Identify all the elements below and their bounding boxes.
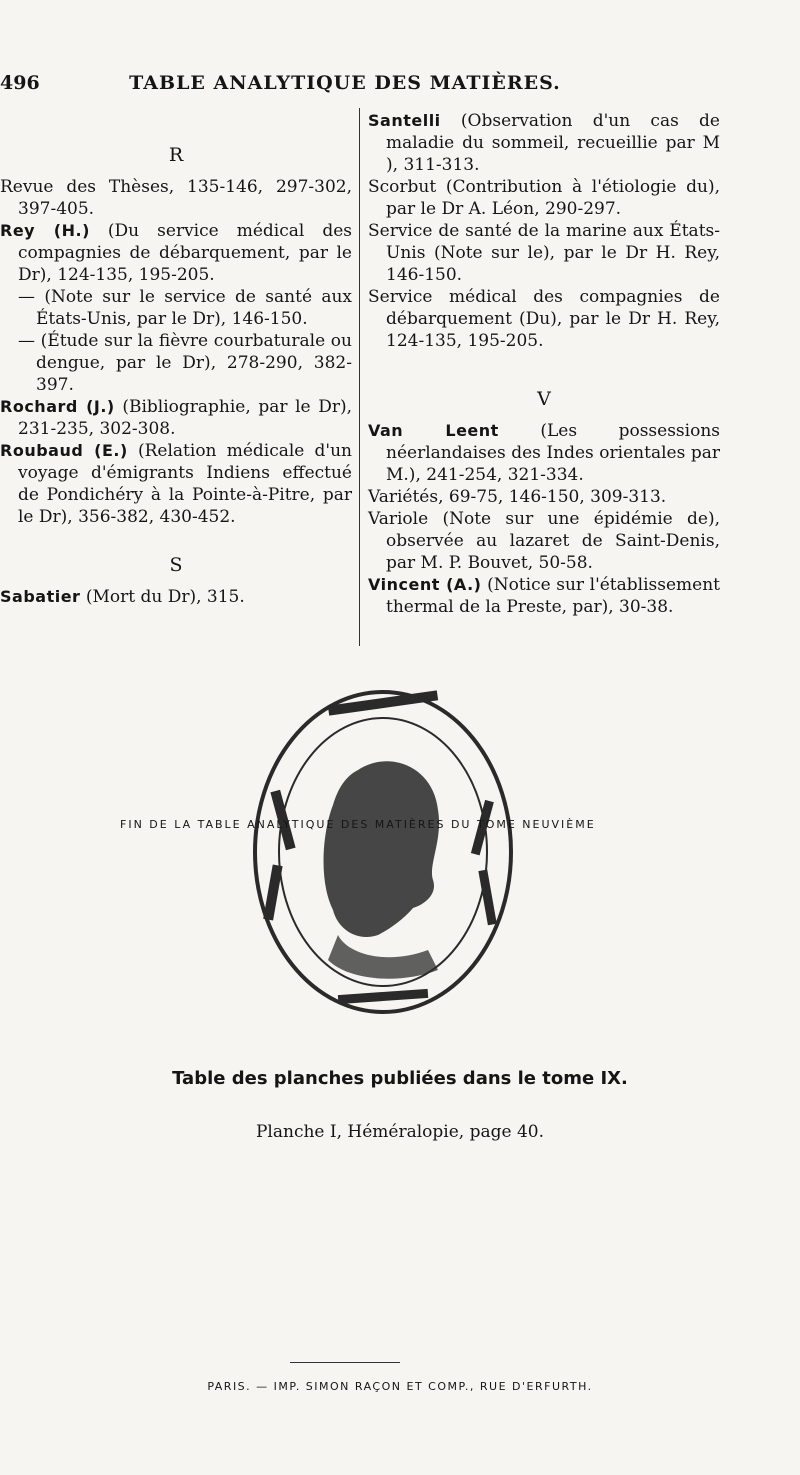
index-entry [368, 486, 720, 508]
plates-title: Table des planches publiées dans le tome IX. [172, 1068, 628, 1089]
profile-portrait-icon [324, 761, 440, 937]
entry-text: (Bibliographie, par le Dr), 231-235, 302-308. [18, 397, 352, 439]
entry-text: — (Note sur le service de santé aux États-Unis, par le Dr), 146-150. [18, 287, 352, 329]
index-entry [368, 420, 720, 486]
index-entry [0, 396, 352, 440]
divider [290, 1362, 400, 1363]
entry-name: Van Leent [368, 421, 499, 440]
index-entry [0, 586, 352, 608]
right-column [368, 110, 720, 618]
end-of-table-note: FIN DE LA TABLE ANALYTIQUE DES MATIÈRES DU TOME NEUVIÈME [120, 818, 596, 831]
entry-text: Scorbut (Contribution à l'étiologie du), par le Dr A. Léon, 290-297. [368, 177, 720, 219]
index-entry [368, 574, 720, 618]
entry-name: Roubaud (E.) [0, 441, 128, 460]
printer-imprint: PARIS. — IMP. SIMON RAÇON ET COMP., RUE D'ERFURTH. [207, 1380, 593, 1393]
index-subentry [0, 286, 352, 330]
entry-text: Service de santé de la marine aux États-Unis (Note sur le), par le Dr H. Rey, 146-150. [368, 221, 720, 285]
section-letter-s: S [169, 554, 183, 576]
index-entry [368, 508, 720, 574]
index-entry [368, 110, 720, 176]
index-entry [368, 176, 720, 220]
entry-text: (Mort du Dr), 315. [80, 587, 245, 607]
entry-text: Variole (Note sur une épidémie de), observée au lazaret de Saint-Denis, par M. P. Bouvet, 50-58. [368, 509, 720, 573]
index-entry [0, 176, 352, 220]
entry-name: Rochard (J.) [0, 397, 115, 416]
left-column [0, 138, 352, 608]
running-title: TABLE ANALYTIQUE DES MATIÈRES. [129, 72, 561, 94]
entry-text: (Relation médicale d'un voyage d'émigrants Indiens effectué de Pondichéry à la Pointe-à-Pitre, par le Dr), 356-382, 430-452. [18, 441, 352, 527]
entry-text: Variétés, 69-75, 146-150, 309-313. [368, 487, 667, 507]
entry-name: Santelli [368, 111, 441, 130]
index-entry [0, 440, 352, 528]
section-letter-v: V [537, 388, 551, 410]
index-entry [0, 220, 352, 286]
library-stamp [238, 680, 528, 1025]
section-letter-r: R [168, 144, 184, 166]
index-subentry [0, 330, 352, 396]
entry-text: Revue des Thèses, 135-146, 297-302, 397-405. [0, 177, 352, 219]
index-entry [368, 286, 720, 352]
bust-shoulder-icon [328, 935, 438, 979]
entry-name: Vincent (A.) [368, 575, 482, 594]
entry-name: Rey (H.) [0, 221, 90, 240]
entry-text: Service médical des compagnies de débarquement (Du), par le Dr H. Rey, 124-135, 195-205. [368, 287, 720, 351]
index-entry [368, 220, 720, 286]
entry-name: Sabatier [0, 587, 81, 606]
page-header [0, 72, 800, 102]
entry-text: (Du service médical des compagnies de débarquement, par le Dr), 124-135, 195-205. [18, 221, 352, 285]
entry-text: (Notice sur l'établissement thermal de la Preste, par), 30-38. [386, 575, 720, 617]
plate-entry: Planche I, Héméralopie, page 40. [255, 1122, 544, 1142]
page-number: 496 [0, 72, 40, 94]
entry-text: (Observation d'un cas de maladie du sommeil, recueillie par M ), 311-313. [386, 111, 720, 175]
entry-text: — (Étude sur la fièvre courbaturale ou dengue, par le Dr), 278-290, 382-397. [18, 331, 352, 395]
entry-text: (Les possessions néerlandaises des Indes orientales par M.), 241-254, 321-334. [386, 421, 721, 485]
column-divider [359, 108, 360, 646]
